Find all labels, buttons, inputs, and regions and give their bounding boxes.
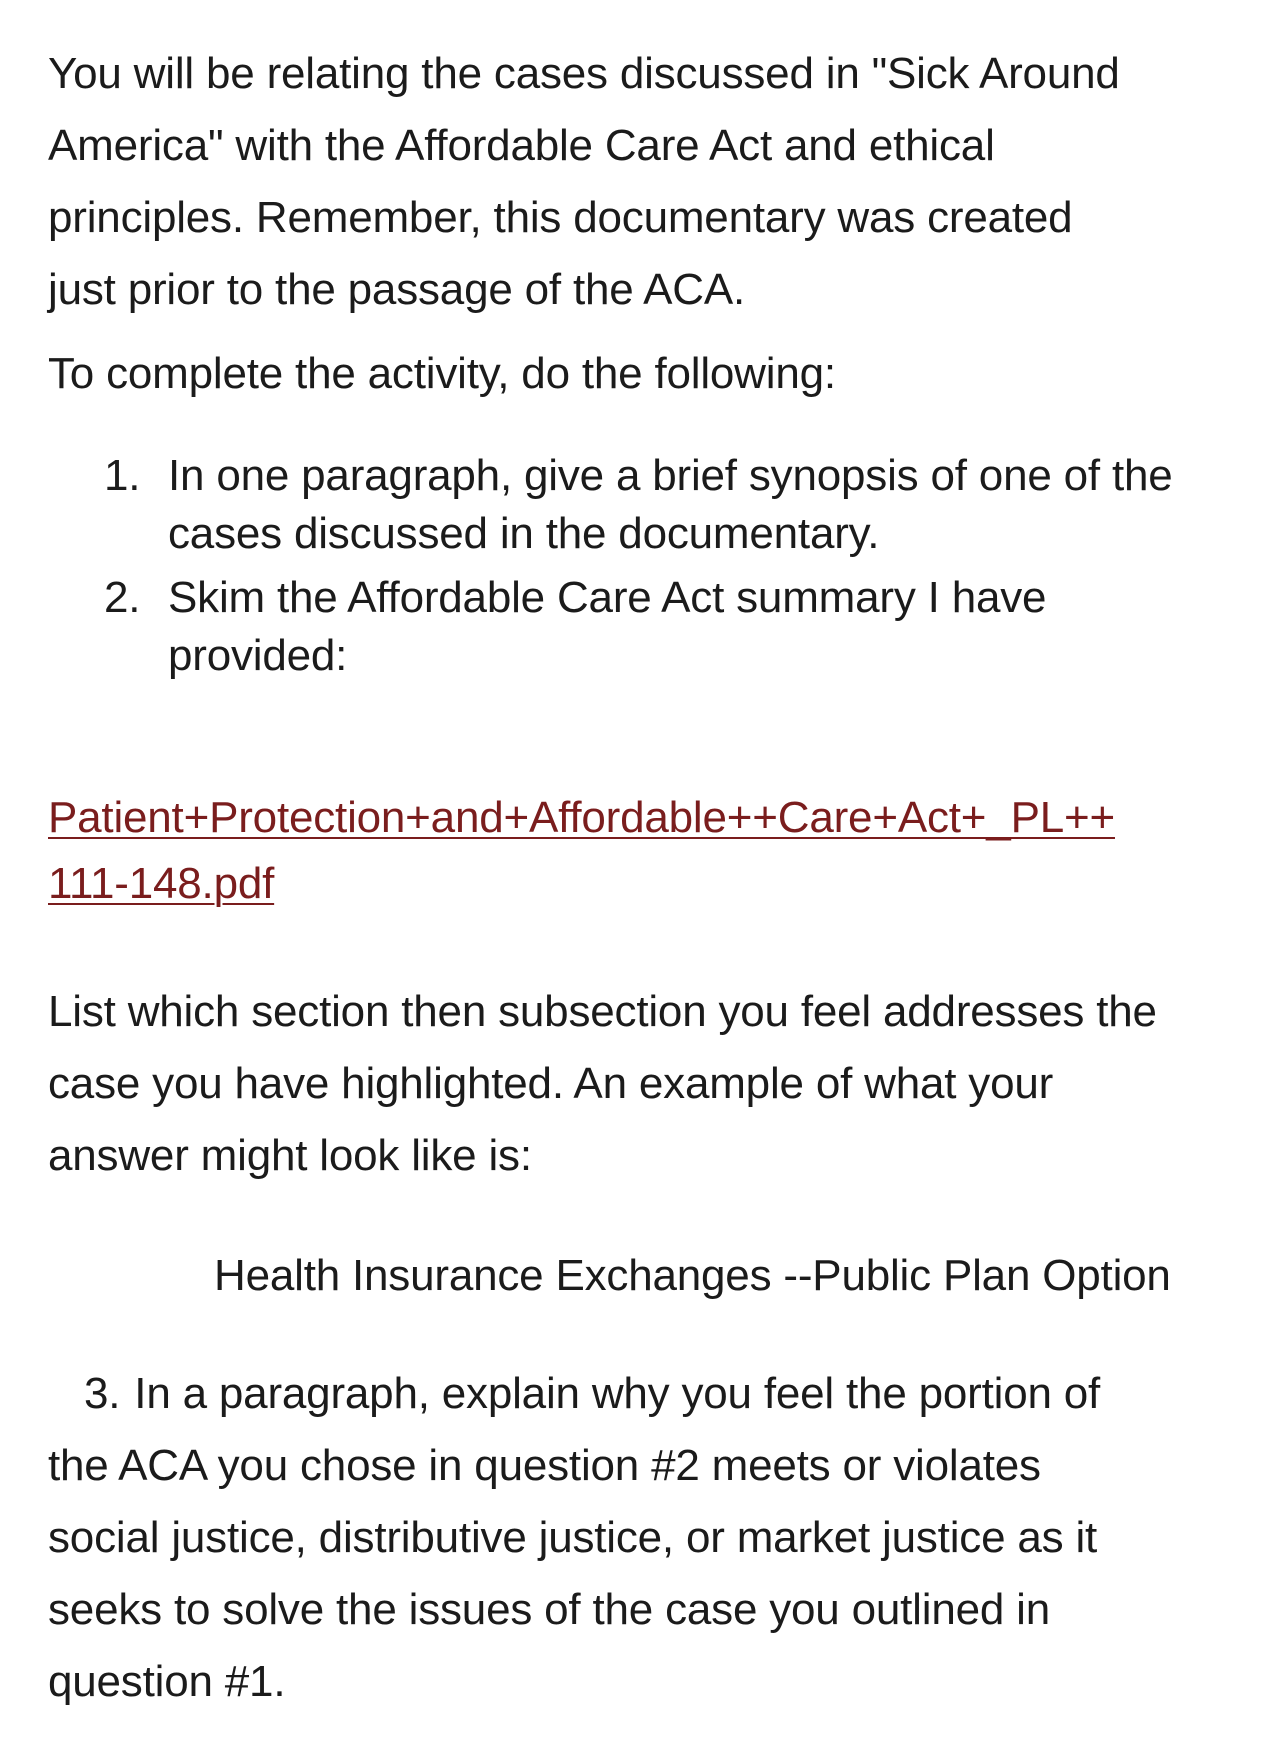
step-text: question #1. xyxy=(48,1657,286,1706)
step-number: 1. xyxy=(104,451,141,500)
step-number: 3. xyxy=(84,1369,121,1418)
step-text: provided: xyxy=(168,631,348,680)
instruction-line: answer might look like is: xyxy=(48,1131,532,1180)
step-text: cases discussed in the documentary. xyxy=(168,509,880,558)
step-text: seeks to solve the issues of the case you outlined in xyxy=(48,1585,1051,1634)
example-answer: Health Insurance Exchanges --Public Plan Option xyxy=(214,1251,1171,1300)
step-text: Skim the Affordable Care Act summary I have xyxy=(168,573,1047,622)
instructions-heading: To complete the activity, do the following: xyxy=(48,349,836,398)
step-text: In one paragraph, give a brief synopsis of one of the xyxy=(168,451,1173,500)
instruction-line: case you have highlighted. An example of what your xyxy=(48,1059,1054,1108)
intro-line: You will be relating the cases discussed in "Sick Around xyxy=(48,49,1120,98)
list-item xyxy=(48,447,1173,563)
instruction-line: List which section then subsection you feel addresses the xyxy=(48,987,1157,1036)
step-text: social justice, distributive justice, or market justice as it xyxy=(48,1513,1098,1562)
step3-paragraph xyxy=(48,1358,1100,1718)
list-item xyxy=(48,569,1173,685)
pdf-attachment-link[interactable]: Patient+Protection+and+Affordable++Care+Act+_PL++ xyxy=(48,793,1115,842)
step-text: In a paragraph, explain why you feel the portion of xyxy=(134,1369,1101,1418)
pdf-attachment-link[interactable]: 111-148.pdf xyxy=(48,859,275,908)
intro-line: principles. Remember, this documentary was created xyxy=(48,193,1073,242)
intro-line: just prior to the passage of the ACA. xyxy=(48,265,746,314)
intro-line: America" with the Affordable Care Act and ethical xyxy=(48,121,995,170)
list-instruction-paragraph xyxy=(48,976,1157,1192)
step-number: 2. xyxy=(104,573,141,622)
steps-list xyxy=(48,447,1173,691)
attachment-paragraph xyxy=(48,785,1115,917)
intro-paragraph xyxy=(48,38,1120,326)
step-text: the ACA you chose in question #2 meets or violates xyxy=(48,1441,1041,1490)
